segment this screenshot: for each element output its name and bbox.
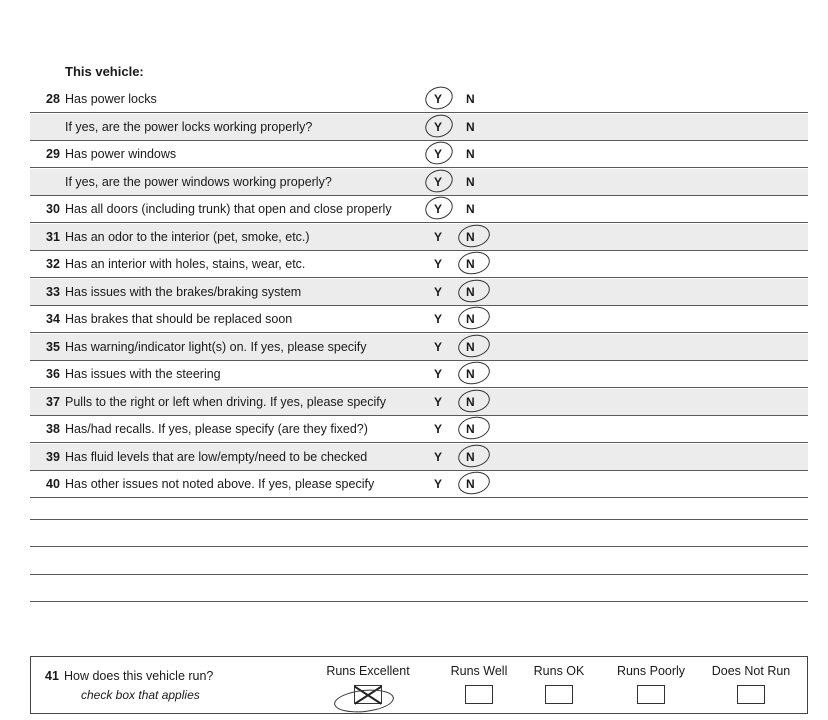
run-question-box: [30, 656, 808, 714]
question-number: 37: [46, 394, 60, 409]
question-text: If yes, are the power locks working properly?: [65, 119, 313, 134]
answer-circle-mark: [456, 276, 492, 304]
answer-circle-mark: [422, 193, 455, 223]
question-text: Has issues with the steering: [65, 367, 221, 381]
question-text: Has brakes that should be replaced soon: [65, 312, 293, 326]
run-question-hint: check box that applies: [81, 688, 200, 702]
run-option-label: Runs Excellent: [326, 664, 410, 678]
run-option-label: Runs Well: [450, 664, 508, 678]
yes-option[interactable]: Y: [434, 312, 443, 326]
question-row: [30, 141, 808, 168]
answer-circle-mark: [456, 359, 492, 387]
question-text: Has issues with the brakes/braking system: [65, 284, 302, 299]
run-option-label: Runs Poorly: [616, 664, 686, 678]
question-row: [30, 114, 808, 141]
question-number: 28: [46, 92, 60, 106]
answer-circle-mark: [422, 166, 455, 196]
run-option-checkbox[interactable]: [737, 685, 765, 704]
run-option-label: Runs OK: [533, 664, 585, 678]
blank-line-2[interactable]: [30, 546, 808, 547]
question-number: 35: [46, 339, 60, 354]
no-option[interactable]: N: [466, 284, 475, 299]
run-option[interactable]: [706, 664, 796, 704]
run-option-checkbox[interactable]: [545, 685, 573, 704]
run-question-number: 41: [45, 669, 59, 683]
run-option-checkbox[interactable]: [637, 685, 665, 704]
answer-circle-mark: [456, 221, 492, 249]
no-option[interactable]: N: [466, 202, 475, 216]
blank-line-1[interactable]: [30, 519, 808, 520]
no-option[interactable]: N: [466, 449, 475, 464]
question-text: If yes, are the power windows working properly?: [65, 174, 332, 189]
yes-option[interactable]: Y: [434, 174, 443, 189]
question-row: [30, 334, 808, 361]
question-text: Has/had recalls. If yes, please specify (are they fixed?): [65, 422, 368, 436]
no-option[interactable]: N: [466, 367, 475, 381]
question-row: [30, 306, 808, 333]
yes-option[interactable]: Y: [434, 147, 443, 161]
no-option[interactable]: N: [466, 92, 475, 106]
yes-option[interactable]: Y: [434, 202, 443, 216]
yes-option[interactable]: Y: [434, 257, 443, 271]
question-row: [30, 471, 808, 498]
question-text: Has fluid levels that are low/empty/need to be checked: [65, 449, 368, 464]
selection-scribble-mark: [333, 687, 395, 715]
no-option[interactable]: N: [466, 147, 475, 161]
no-option[interactable]: N: [466, 312, 475, 326]
run-question-text: How does this vehicle run?: [64, 669, 214, 683]
yes-option[interactable]: Y: [434, 449, 443, 464]
answer-circle-mark: [456, 249, 492, 277]
question-row: [30, 224, 808, 251]
run-option-label: Does Not Run: [711, 664, 791, 678]
question-text: Has power locks: [65, 92, 157, 106]
question-row: [30, 444, 808, 471]
question-text: Has an interior with holes, stains, wear, etc.: [65, 257, 306, 271]
section-title: This vehicle:: [65, 64, 144, 79]
question-text: Pulls to the right or left when driving. If yes, please specify: [65, 394, 386, 409]
question-number: 29: [46, 147, 60, 161]
no-option[interactable]: N: [466, 119, 475, 134]
no-option[interactable]: N: [466, 339, 475, 354]
yes-option[interactable]: Y: [434, 92, 443, 106]
question-number: 39: [46, 449, 60, 464]
answer-circle-mark: [456, 469, 492, 497]
answer-circle-mark: [422, 138, 455, 168]
question-row: [30, 169, 808, 196]
yes-option[interactable]: Y: [434, 422, 443, 436]
question-row: [30, 416, 808, 443]
question-number: 38: [46, 422, 60, 436]
answer-circle-mark: [456, 414, 492, 442]
no-option[interactable]: N: [466, 394, 475, 409]
question-text: Has power windows: [65, 147, 177, 161]
no-option[interactable]: N: [466, 174, 475, 189]
yes-option[interactable]: Y: [434, 477, 443, 491]
no-option[interactable]: N: [466, 257, 475, 271]
answer-circle-mark: [422, 111, 455, 141]
yes-option[interactable]: Y: [434, 367, 443, 381]
question-text: Has an odor to the interior (pet, smoke, etc.): [65, 229, 310, 244]
yes-option[interactable]: Y: [434, 339, 443, 354]
answer-circle-mark: [456, 386, 492, 414]
blank-line-4[interactable]: [30, 601, 808, 602]
question-number: 33: [46, 284, 60, 299]
answer-circle-mark: [456, 304, 492, 332]
yes-option[interactable]: Y: [434, 284, 443, 299]
run-option[interactable]: [514, 664, 604, 704]
answer-circle-mark: [422, 83, 455, 113]
question-number: 32: [46, 257, 60, 271]
run-option[interactable]: [606, 664, 696, 704]
question-text: Has warning/indicator light(s) on. If yes, please specify: [65, 339, 367, 354]
question-text: Has other issues not noted above. If yes, please specify: [65, 477, 375, 491]
question-number: 36: [46, 367, 60, 381]
question-row: [30, 251, 808, 278]
question-row: [30, 361, 808, 388]
no-option[interactable]: N: [466, 477, 475, 491]
question-number: 34: [46, 312, 60, 326]
no-option[interactable]: N: [466, 422, 475, 436]
run-option-checkbox[interactable]: [465, 685, 493, 704]
blank-line-3[interactable]: [30, 574, 808, 575]
question-number: 40: [46, 477, 60, 491]
answer-circle-mark: [456, 441, 492, 469]
yes-option[interactable]: Y: [434, 119, 443, 134]
question-row: [30, 196, 808, 223]
question-text: Has all doors (including trunk) that open and close properly: [65, 202, 392, 216]
answer-circle-mark: [456, 331, 492, 359]
run-option[interactable]: [434, 664, 524, 704]
question-row: [30, 86, 808, 113]
question-number: 30: [46, 202, 60, 216]
question-row: [30, 279, 808, 306]
yes-option[interactable]: Y: [434, 394, 443, 409]
no-option[interactable]: N: [466, 229, 475, 244]
question-row: [30, 389, 808, 416]
yes-option[interactable]: Y: [434, 229, 443, 244]
question-number: 31: [46, 229, 60, 244]
run-option[interactable]: [323, 664, 413, 704]
